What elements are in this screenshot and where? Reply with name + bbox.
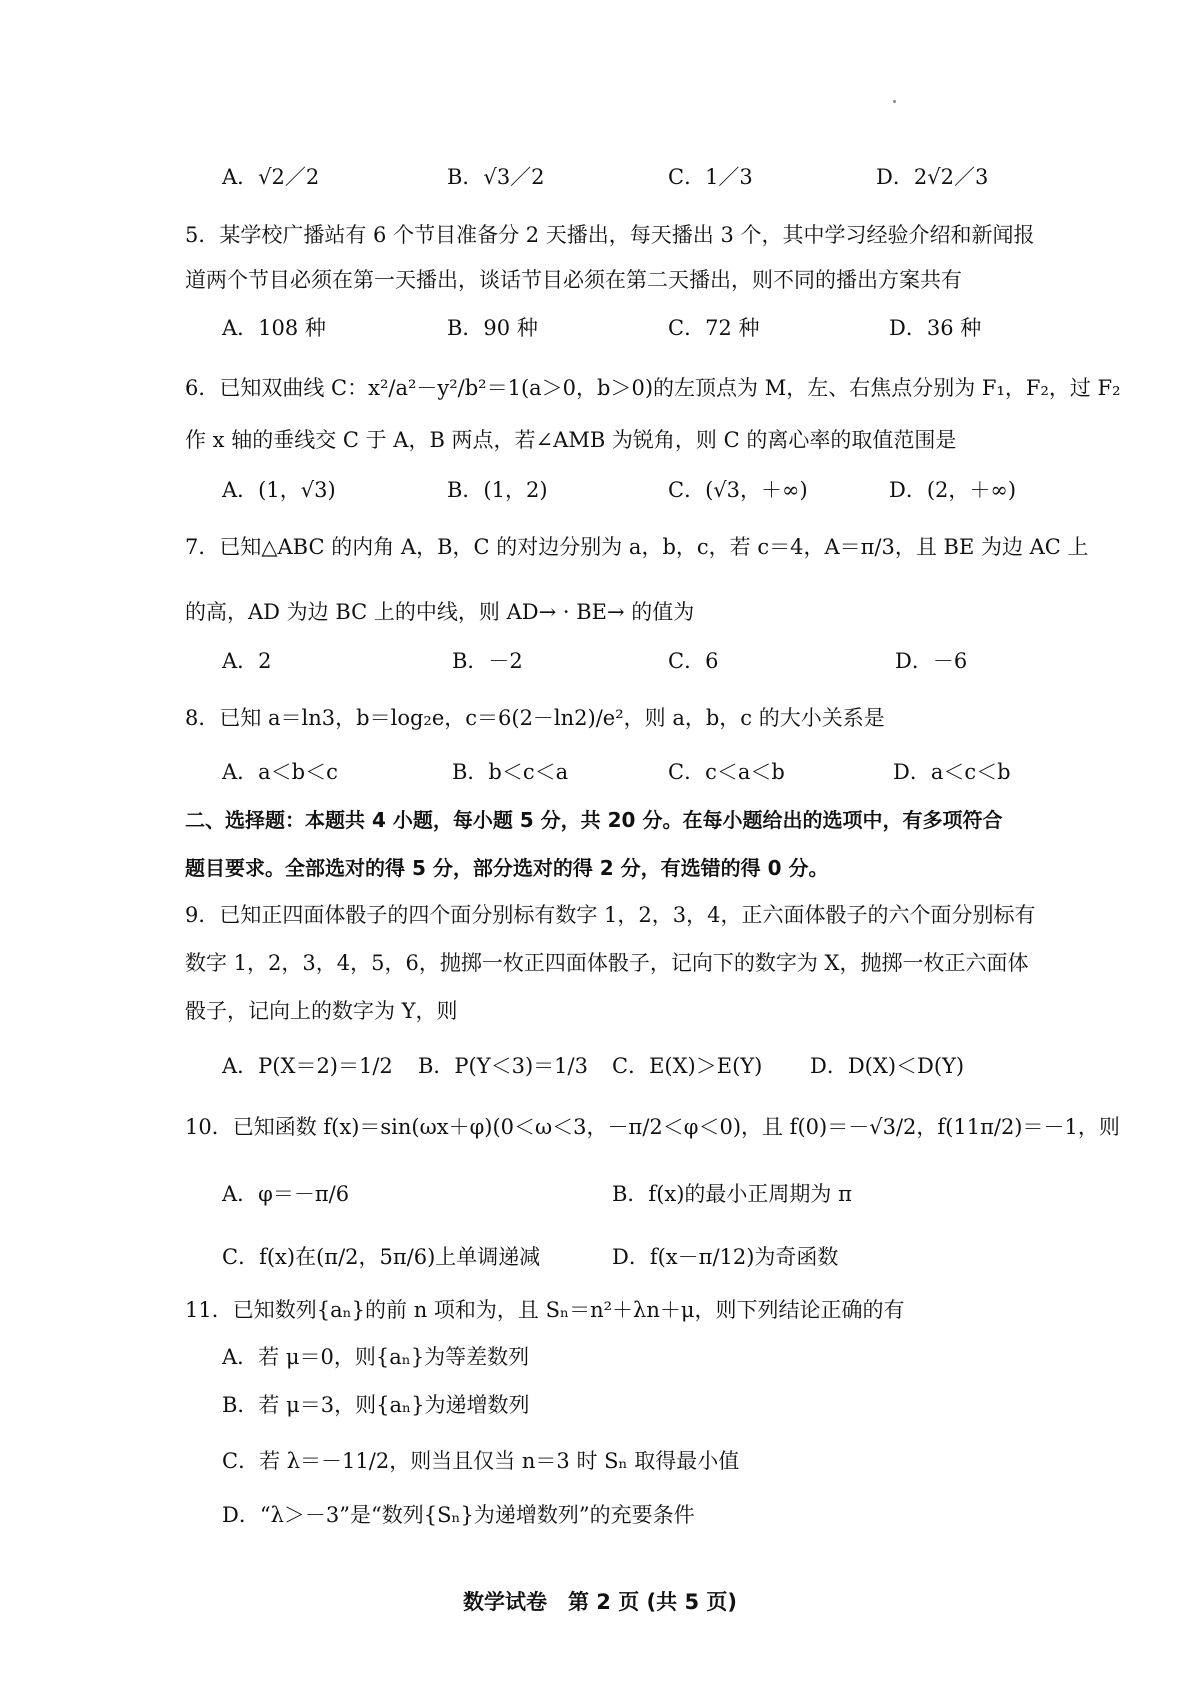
q11-option-b: B．若 μ＝3，则{aₙ}为递增数列: [222, 1393, 530, 1417]
q4-option-a: A．√2／2: [222, 165, 320, 189]
q7-line-1: 7．已知△ABC 的内角 A，B，C 的对边分别为 a，b，c，若 c＝4，A＝π/3，且 BE 为边 AC 上: [185, 535, 1089, 559]
q4-option-d: D．2√2／3: [876, 165, 989, 189]
q9-option-d: D．D(X)＜D(Y): [810, 1054, 965, 1078]
q6-option-d: D．(2，＋∞): [889, 478, 1017, 502]
q10-line-1: 10．已知函数 f(x)＝sin(ωx＋φ)(0＜ω＜3，－π/2＜φ＜0)，且 f(0)＝－√3/2，f(11π/2)＝－1，则: [185, 1115, 1120, 1139]
q11-option-d: D．“λ＞－3”是“数列{Sₙ}为递增数列”的充要条件: [222, 1503, 695, 1527]
q11-option-c: C．若 λ＝－11/2，则当且仅当 n＝3 时 Sₙ 取得最小值: [222, 1449, 740, 1473]
q7-option-b: B．－2: [452, 649, 523, 673]
q5-line-1: 5．某学校广播站有 6 个节目准备分 2 天播出，每天播出 3 个，其中学习经验介绍和新闻报: [185, 223, 1035, 247]
q4-option-c: C．1／3: [668, 165, 753, 189]
q7-option-c: C．6: [668, 649, 719, 673]
q6-line-1: 6．已知双曲线 C：x²/a²－y²/b²＝1(a＞0，b＞0)的左顶点为 M，左、右焦点分别为 F₁，F₂，过 F₂: [185, 376, 1121, 400]
q10-option-d: D．f(x－π/12)为奇函数: [612, 1245, 839, 1269]
q8-option-c: C．c＜a＜b: [668, 760, 785, 784]
q10-option-a: A．φ＝－π/6: [222, 1182, 350, 1206]
q5-option-d: D．36 种: [889, 316, 982, 340]
q9-option-a: A．P(X＝2)＝1/2: [222, 1054, 393, 1078]
page-footer: 数学试卷 第 2 页 (共 5 页): [463, 1590, 737, 1614]
q6-option-c: C．(√3，＋∞): [668, 478, 808, 502]
q9-option-b: B．P(Y＜3)＝1/3: [418, 1054, 588, 1078]
q7-option-d: D．－6: [895, 649, 968, 673]
q11-option-a: A．若 μ＝0，则{aₙ}为等差数列: [222, 1345, 530, 1369]
q9-line-2: 数字 1，2，3，4，5，6，抛掷一枚正四面体骰子，记向下的数字为 X，抛掷一枚正六面体: [185, 951, 1029, 975]
q8-option-b: B．b＜c＜a: [452, 760, 569, 784]
q7-line-2: 的高，AD 为边 BC 上的中线，则 AD→ · BE→ 的值为: [185, 600, 695, 624]
q8-option-d: D．a＜c＜b: [893, 760, 1011, 784]
q6-line-2: 作 x 轴的垂线交 C 于 A，B 两点，若∠AMB 为锐角，则 C 的离心率的取值范围是: [185, 428, 957, 452]
q11-line-1: 11．已知数列{aₙ}的前 n 项和为，且 Sₙ＝n²＋λn＋μ，则下列结论正确的有: [185, 1298, 905, 1322]
q4-option-b: B．√3／2: [447, 165, 545, 189]
section-2-heading-line-1: 二、选择题：本题共 4 小题，每小题 5 分，共 20 分。在每小题给出的选项中，有多项符合: [185, 808, 1003, 832]
q5-option-c: C．72 种: [668, 316, 760, 340]
q10-option-b: B．f(x)的最小正周期为 π: [612, 1182, 852, 1206]
q9-line-3: 骰子，记向上的数字为 Y，则: [185, 999, 458, 1023]
q5-option-a: A．108 种: [222, 316, 326, 340]
q7-option-a: A．2: [222, 649, 272, 673]
q9-option-c: C．E(X)＞E(Y): [612, 1054, 763, 1078]
q6-option-a: A．(1，√3): [222, 478, 336, 502]
q6-option-b: B．(1，2): [447, 478, 548, 502]
section-2-heading-line-2: 题目要求。全部选对的得 5 分，部分选对的得 2 分，有选错的得 0 分。: [185, 856, 829, 880]
q5-line-2: 道两个节目必须在第一天播出，谈话节目必须在第二天播出，则不同的播出方案共有: [185, 268, 962, 292]
q5-option-b: B．90 种: [447, 316, 538, 340]
scan-speck: [893, 100, 896, 103]
q10-option-c: C．f(x)在(π/2，5π/6)上单调递减: [222, 1245, 541, 1269]
q8-line-1: 8．已知 a＝ln3，b＝log₂e，c＝6(2－ln2)/e²，则 a，b，c 的大小关系是: [185, 706, 885, 730]
q9-line-1: 9．已知正四面体骰子的四个面分别标有数字 1，2，3，4，正六面体骰子的六个面分别标有: [185, 903, 1036, 927]
q8-option-a: A．a＜b＜c: [222, 760, 338, 784]
